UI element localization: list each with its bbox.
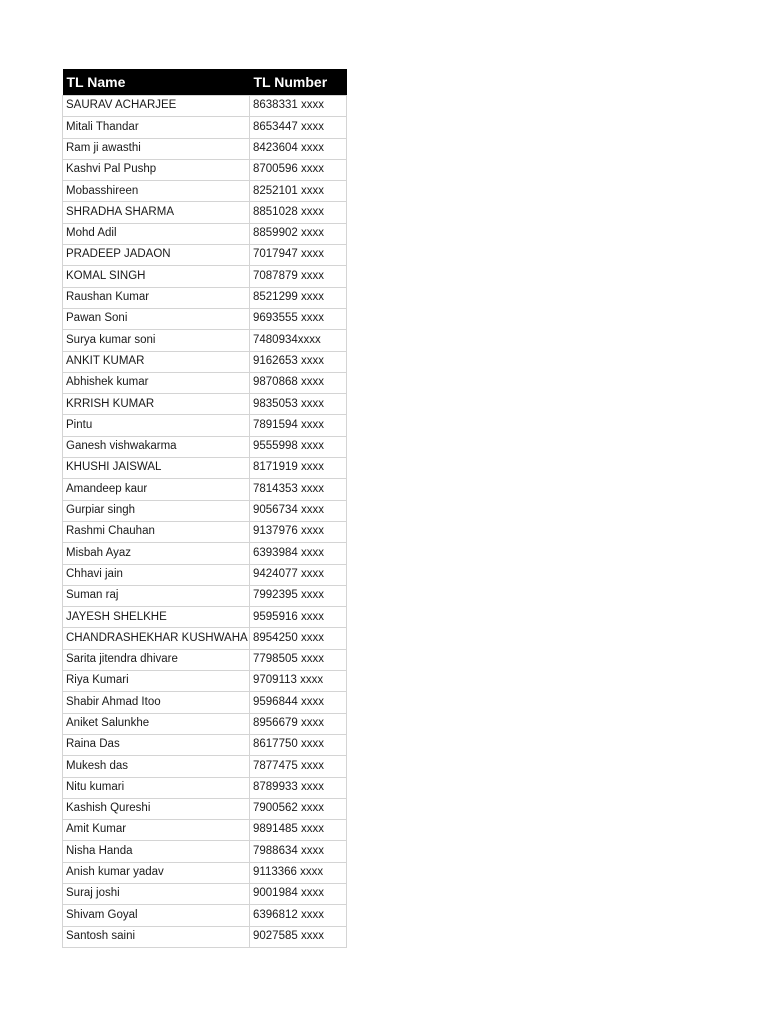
header-tl-name: TL Name bbox=[63, 69, 250, 96]
table-row bbox=[63, 607, 347, 628]
cell-tl-name: ANKIT KUMAR bbox=[63, 351, 250, 372]
table-row bbox=[63, 905, 347, 926]
table-row bbox=[63, 458, 347, 479]
cell-tl-name: PRADEEP JADAON bbox=[63, 245, 250, 266]
cell-tl-name: Nisha Handa bbox=[63, 841, 250, 862]
table-row bbox=[63, 245, 347, 266]
table-row bbox=[63, 351, 347, 372]
cell-tl-number: 9137976 xxxx bbox=[250, 521, 347, 542]
table-row bbox=[63, 862, 347, 883]
header-tl-number: TL Number bbox=[250, 69, 347, 96]
cell-tl-name: Mohd Adil bbox=[63, 223, 250, 244]
table-row bbox=[63, 926, 347, 947]
table-row bbox=[63, 649, 347, 670]
cell-tl-number: 9424077 xxxx bbox=[250, 564, 347, 585]
cell-tl-name: Misbah Ayaz bbox=[63, 543, 250, 564]
cell-tl-name: Kashvi Pal Pushp bbox=[63, 159, 250, 180]
table-row bbox=[63, 756, 347, 777]
table-row bbox=[63, 500, 347, 521]
cell-tl-number: 8789933 xxxx bbox=[250, 777, 347, 798]
cell-tl-number: 9555998 xxxx bbox=[250, 436, 347, 457]
cell-tl-number: 9835053 xxxx bbox=[250, 394, 347, 415]
table-row bbox=[63, 372, 347, 393]
table-row bbox=[63, 96, 347, 117]
cell-tl-number: 8851028 xxxx bbox=[250, 202, 347, 223]
cell-tl-number: 9870868 xxxx bbox=[250, 372, 347, 393]
table-body bbox=[63, 96, 347, 948]
cell-tl-name: Chhavi jain bbox=[63, 564, 250, 585]
table-row bbox=[63, 543, 347, 564]
cell-tl-name: Shivam Goyal bbox=[63, 905, 250, 926]
table-row bbox=[63, 671, 347, 692]
table-row bbox=[63, 415, 347, 436]
cell-tl-number: 7988634 xxxx bbox=[250, 841, 347, 862]
cell-tl-number: 6396812 xxxx bbox=[250, 905, 347, 926]
cell-tl-name: Anish kumar yadav bbox=[63, 862, 250, 883]
spreadsheet-page bbox=[62, 69, 347, 948]
cell-tl-number: 8617750 xxxx bbox=[250, 734, 347, 755]
table-row bbox=[63, 841, 347, 862]
cell-tl-number: 8171919 xxxx bbox=[250, 458, 347, 479]
cell-tl-number: 9027585 xxxx bbox=[250, 926, 347, 947]
table-row bbox=[63, 117, 347, 138]
cell-tl-name: Amandeep kaur bbox=[63, 479, 250, 500]
cell-tl-name: Ganesh vishwakarma bbox=[63, 436, 250, 457]
cell-tl-name: Aniket Salunkhe bbox=[63, 713, 250, 734]
cell-tl-name: CHANDRASHEKHAR KUSHWAHA bbox=[63, 628, 250, 649]
cell-tl-name: Riya Kumari bbox=[63, 671, 250, 692]
table-row bbox=[63, 287, 347, 308]
table-row bbox=[63, 820, 347, 841]
cell-tl-number: 7992395 xxxx bbox=[250, 585, 347, 606]
cell-tl-name: Mukesh das bbox=[63, 756, 250, 777]
cell-tl-name: Surya kumar soni bbox=[63, 330, 250, 351]
cell-tl-number: 8638331 xxxx bbox=[250, 96, 347, 117]
cell-tl-number: 8252101 xxxx bbox=[250, 181, 347, 202]
cell-tl-name: Raushan Kumar bbox=[63, 287, 250, 308]
table-row bbox=[63, 585, 347, 606]
cell-tl-number: 8859902 xxxx bbox=[250, 223, 347, 244]
cell-tl-name: Amit Kumar bbox=[63, 820, 250, 841]
table-row bbox=[63, 330, 347, 351]
cell-tl-number: 7814353 xxxx bbox=[250, 479, 347, 500]
table-row bbox=[63, 777, 347, 798]
cell-tl-name: Pawan Soni bbox=[63, 308, 250, 329]
cell-tl-number: 9056734 xxxx bbox=[250, 500, 347, 521]
table-row bbox=[63, 713, 347, 734]
cell-tl-name: Kashish Qureshi bbox=[63, 798, 250, 819]
cell-tl-name: JAYESH SHELKHE bbox=[63, 607, 250, 628]
cell-tl-number: 7900562 xxxx bbox=[250, 798, 347, 819]
cell-tl-name: Pintu bbox=[63, 415, 250, 436]
table-row bbox=[63, 138, 347, 159]
cell-tl-name: KRRISH KUMAR bbox=[63, 394, 250, 415]
cell-tl-name: Mitali Thandar bbox=[63, 117, 250, 138]
cell-tl-number: 8954250 xxxx bbox=[250, 628, 347, 649]
table-row bbox=[63, 223, 347, 244]
table-row bbox=[63, 798, 347, 819]
cell-tl-name: Shabir Ahmad Itoo bbox=[63, 692, 250, 713]
cell-tl-number: 9596844 xxxx bbox=[250, 692, 347, 713]
table-row bbox=[63, 479, 347, 500]
cell-tl-name: Mobasshireen bbox=[63, 181, 250, 202]
cell-tl-name: KHUSHI JAISWAL bbox=[63, 458, 250, 479]
table-row bbox=[63, 628, 347, 649]
cell-tl-name: Ram ji awasthi bbox=[63, 138, 250, 159]
table-row bbox=[63, 181, 347, 202]
cell-tl-number: 8521299 xxxx bbox=[250, 287, 347, 308]
cell-tl-number: 7087879 xxxx bbox=[250, 266, 347, 287]
cell-tl-name: Suman raj bbox=[63, 585, 250, 606]
table-row bbox=[63, 202, 347, 223]
cell-tl-name: KOMAL SINGH bbox=[63, 266, 250, 287]
cell-tl-number: 8700596 xxxx bbox=[250, 159, 347, 180]
table-row bbox=[63, 436, 347, 457]
cell-tl-name: SAURAV ACHARJEE bbox=[63, 96, 250, 117]
cell-tl-number: 6393984 xxxx bbox=[250, 543, 347, 564]
cell-tl-number: 9001984 xxxx bbox=[250, 883, 347, 904]
cell-tl-number: 7480934xxxx bbox=[250, 330, 347, 351]
cell-tl-name: Sarita jitendra dhivare bbox=[63, 649, 250, 670]
cell-tl-number: 8653447 xxxx bbox=[250, 117, 347, 138]
table-row bbox=[63, 394, 347, 415]
cell-tl-name: Abhishek kumar bbox=[63, 372, 250, 393]
table-row bbox=[63, 521, 347, 542]
cell-tl-name: Raina Das bbox=[63, 734, 250, 755]
table-row bbox=[63, 159, 347, 180]
table-row bbox=[63, 564, 347, 585]
cell-tl-number: 9162653 xxxx bbox=[250, 351, 347, 372]
table-row bbox=[63, 692, 347, 713]
cell-tl-name: Suraj joshi bbox=[63, 883, 250, 904]
cell-tl-number: 9693555 xxxx bbox=[250, 308, 347, 329]
cell-tl-name: Santosh saini bbox=[63, 926, 250, 947]
cell-tl-number: 8956679 xxxx bbox=[250, 713, 347, 734]
cell-tl-number: 9891485 xxxx bbox=[250, 820, 347, 841]
table-row bbox=[63, 883, 347, 904]
cell-tl-number: 7798505 xxxx bbox=[250, 649, 347, 670]
cell-tl-number: 9709113 xxxx bbox=[250, 671, 347, 692]
cell-tl-name: Nitu kumari bbox=[63, 777, 250, 798]
cell-tl-name: SHRADHA SHARMA bbox=[63, 202, 250, 223]
header-row bbox=[63, 69, 347, 96]
cell-tl-number: 7017947 xxxx bbox=[250, 245, 347, 266]
table-row bbox=[63, 266, 347, 287]
cell-tl-number: 9595916 xxxx bbox=[250, 607, 347, 628]
cell-tl-number: 7891594 xxxx bbox=[250, 415, 347, 436]
cell-tl-name: Gurpiar singh bbox=[63, 500, 250, 521]
cell-tl-name: Rashmi Chauhan bbox=[63, 521, 250, 542]
tl-table bbox=[62, 69, 347, 948]
cell-tl-number: 9113366 xxxx bbox=[250, 862, 347, 883]
table-header bbox=[63, 69, 347, 96]
table-row bbox=[63, 308, 347, 329]
cell-tl-number: 7877475 xxxx bbox=[250, 756, 347, 777]
cell-tl-number: 8423604 xxxx bbox=[250, 138, 347, 159]
table-row bbox=[63, 734, 347, 755]
